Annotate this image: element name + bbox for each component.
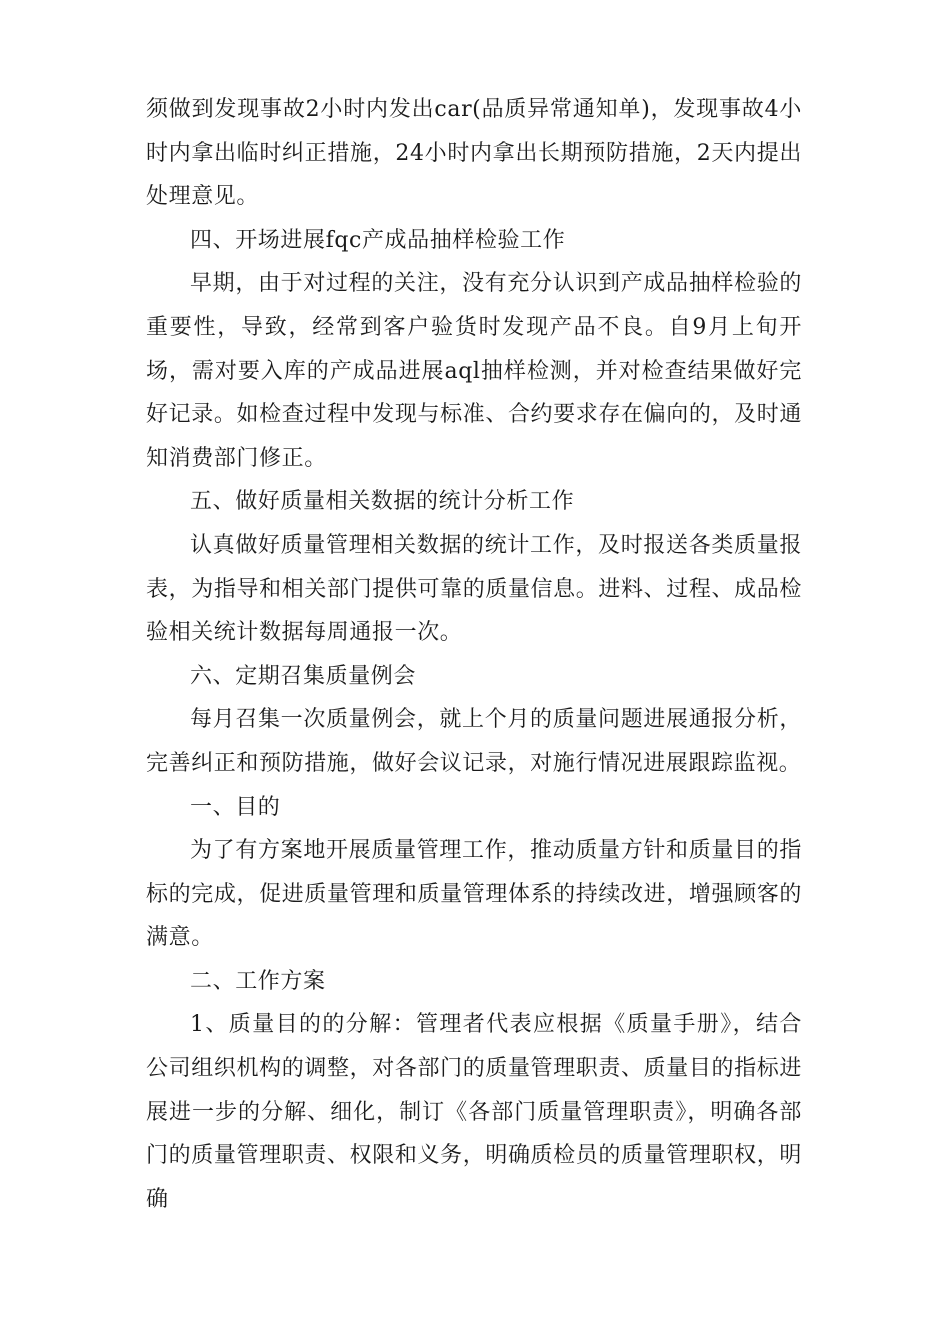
section-heading-work-plan: 二、工作方案 [190,968,326,994]
paragraph-objective-breakdown: 1、质量目的的分解：管理者代表应根据《质量手册》，结合公司组织机构的调整，对各部门的质量管理职责、质量目的指标进展进一步的分解、细化，制订《各部门质量管理职责》，明确各部门的质量管理职责、权限和义务，明确质检员的质量管理职权，明确 [146,1012,802,1212]
section-heading-fqc-inspection: 四、开场进展fqc产成品抽样检验工作 [190,227,566,253]
paragraph-purpose: 为了有方案地开展质量管理工作，推动质量方针和质量目的指标的完成，促进质量管理和质量管理体系的持续改进，增强顾客的满意。 [146,838,802,951]
paragraph-fqc-inspection: 早期，由于对过程的关注，没有充分认识到产成品抽样检验的重要性，导致，经常到客户验货时发现产品不良。自9月上旬开场，需对要入库的产成品进展aql抽样检测，并对检查结果做好完好记录。如检查过程中发现与标准、合约要求存在偏向的，及时通知消费部门修正。 [146,271,802,471]
document-body [146,88,802,1221]
paragraph-continuation: 须做到发现事故2小时内发出car(品质异常通知单)，发现事故4小时内拿出临时纠正措施，24小时内拿出长期预防措施，2天内提出处理意见。 [146,97,802,210]
paragraph-statistics: 认真做好质量管理相关数据的统计工作，及时报送各类质量报表，为指导和相关部门提供可靠的质量信息。进料、过程、成品检验相关统计数据每周通报一次。 [146,532,802,646]
section-heading-quality-meeting: 六、定期召集质量例会 [190,663,417,689]
paragraph-quality-meeting: 每月召集一次质量例会，就上个月的质量问题进展通报分析，完善纠正和预防措施，做好会议记录，对施行情况进展跟踪监视。 [146,707,802,776]
section-heading-purpose: 一、目的 [190,794,281,820]
section-heading-statistics: 五、做好质量相关数据的统计分析工作 [190,489,575,515]
